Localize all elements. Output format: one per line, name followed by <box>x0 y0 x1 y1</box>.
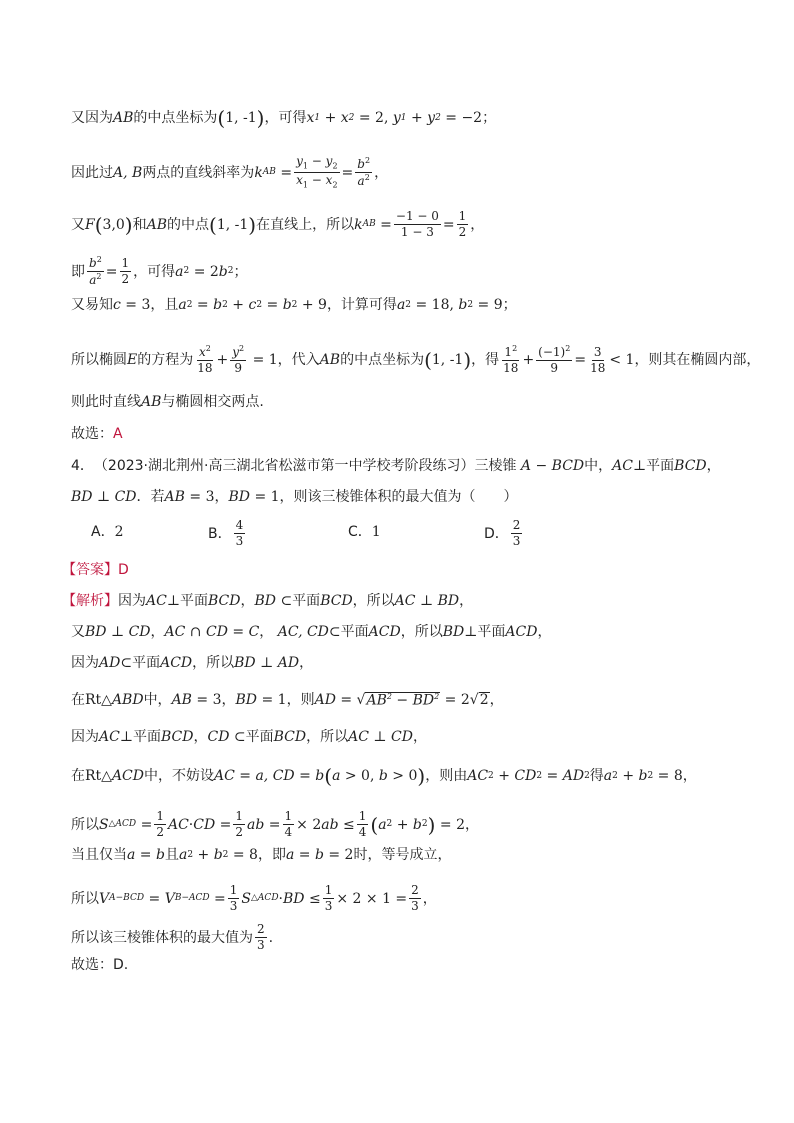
text: 平面 <box>292 593 321 609</box>
text: 平面 <box>180 593 208 609</box>
text: ， <box>459 593 474 609</box>
text: ， <box>706 458 721 474</box>
solution-step-7: 所以 S △ACD = $\frac{1}{2}$ AC · CD = $\frac{1}{2}$ ab = $\frac{1}{4}$ × 2 ab ≤ $\frac{1}{4}$ ( a 2 + b 2 ) = 2 ， <box>71 809 479 840</box>
text: ， <box>470 216 485 233</box>
text: 平面 <box>245 729 274 745</box>
option-value: 2 <box>114 524 124 540</box>
line-ellipse: 所以椭圆 E 的方程为 $\frac{x^2}{18}$ + $\frac{y^2}{9}$ = 1 ，代入 AB 的中点坐标为 ( 1, -1 ) ，得 $\frac{1^2}{18}$ + $\frac{(-1)^2}{9}$ = $\frac{3}{18}$ < 1 ，则其在椭圆内部， <box>71 344 761 376</box>
text: ， <box>299 655 314 671</box>
text: 两点的直线斜率为 <box>142 164 255 181</box>
solution-step-3: 因为 AD ⊂ 平面 ACD ，所以 BD ⊥ AD ， <box>71 655 314 671</box>
solution-step-9: 所以 V A−BCD = V B−ACD = $\frac{1}{3}$ S △ACD · BD ≤ $\frac{1}{3}$ × 2 × 1 = $\frac{2}{3}$ ， <box>71 883 437 914</box>
solution-step-1: 【解析】 因为 AC ⊥ 平面 BCD ， BD ⊂ 平面 BCD ，所以 AC ⊥ BD ， <box>62 593 474 609</box>
text: ，可得 <box>264 110 307 126</box>
text: 则此时直线 <box>71 394 141 410</box>
solution-step-4: 在 Rt△ ABD 中， AB = 3 ， BD = 1 ，则 AD = √ $AB^2 - BD^2$ = 2√ 2 ， <box>71 691 504 709</box>
solution-conclusion <box>71 958 128 972</box>
option-c <box>348 525 381 539</box>
options-row <box>91 518 551 553</box>
text: 所以 <box>71 890 99 907</box>
text: 所以椭圆 <box>71 352 127 369</box>
text: ， <box>214 489 229 505</box>
answer-tag: 【答案】 <box>62 562 118 578</box>
text: ，则该三棱锥体积的最大值为（ ） <box>279 489 518 505</box>
text: 因为 <box>71 729 99 745</box>
text: ，代入 <box>277 352 320 369</box>
text: 在直线上，所以 <box>256 216 355 233</box>
text: ，可得 <box>133 263 176 280</box>
text: 得 <box>589 768 604 784</box>
solution-tag: 【解析】 <box>62 593 118 609</box>
text: ， <box>412 729 427 745</box>
text: ，得 <box>471 352 500 369</box>
text: ．若 <box>136 489 165 505</box>
text: 因为 <box>118 593 146 609</box>
text: ，则 <box>286 691 315 708</box>
text: ， <box>374 164 389 181</box>
text: 的中点坐标为 <box>133 110 218 126</box>
option-label: D． <box>484 525 509 542</box>
solution-step-6: 在 Rt△ ACD 中，不妨设 AC = a, CD = b ( a > 0, b > 0 ) ，则由 AC 2 + CD 2 = AD 2 得 a 2 + b 2 = 8 ， <box>71 764 697 788</box>
option-a <box>91 525 124 539</box>
text: 因此过 <box>71 164 113 181</box>
text: 与椭圆相交两点. <box>161 394 264 410</box>
line-focus: 又 F ( 3,0 ) 和 AB 的中点 ( 1, -1 ) 在直线上，所以 k AB = $\frac{-1 - 0}{1 - 3}$ = $\frac{1}{2}$ ， <box>71 209 485 240</box>
text: 时，等号成立， <box>353 847 452 863</box>
text: ，计算可得 <box>326 297 397 313</box>
line-ratio: 即 $\frac{b^2}{a^2}$ = $\frac{1}{2}$ ，可得 a 2 = 2 b 2 ； <box>71 255 248 288</box>
text: ，所以 <box>400 624 443 640</box>
text: 平面 <box>132 655 161 671</box>
option-d: D． $\frac{2}{3}$ <box>484 518 521 549</box>
solution-step-8: 当且仅当 a = b 且 a 2 + b 2 = 8 ，即 a = b = 2 时，等号成立， <box>71 847 452 863</box>
question-4: 4． （2023·湖北荆州·高三湖北省松滋市第一中学校考阶段练习）三棱锥 A − BCD 中， AC ⊥ 平面 BCD ， <box>71 458 721 474</box>
text: 中， <box>143 691 172 708</box>
answer-letter: A <box>113 426 123 442</box>
text: 的中点坐标为 <box>340 352 425 369</box>
text: ， <box>464 816 479 833</box>
text: ， <box>537 624 552 640</box>
text: 平面 <box>340 624 369 640</box>
answer-value: D <box>118 562 129 578</box>
text: 所以 <box>71 816 99 833</box>
question-source: （2023·湖北荆州·高三湖北省松滋市第一中学校考阶段练习）三棱锥 <box>93 458 517 474</box>
text: ，所以 <box>306 729 349 745</box>
line-midpoint: 又因为 AB 的中点坐标为 ( 1, -1 ) ，可得 x 1 + x 2 = 2, y 1 + y 2 = −2 ； <box>71 106 497 130</box>
text: ； <box>502 297 517 313</box>
text: ， <box>259 624 274 640</box>
text: 当且仅当 <box>71 847 127 863</box>
text: 即 <box>71 263 85 280</box>
text: 和 <box>132 216 147 233</box>
question-number: 4． <box>71 458 94 474</box>
text: ； <box>482 110 497 126</box>
text: 平面 <box>133 729 161 745</box>
text: ， <box>221 691 236 708</box>
text: ， <box>489 691 504 708</box>
text: ， <box>193 729 208 745</box>
solution-step-2: 又 BD ⊥ CD ， AC ∩ CD = C ， AC, CD ⊂ 平面 ACD ，所以 BD ⊥ 平面 ACD ， <box>71 624 552 640</box>
line-choice-prev <box>71 427 123 441</box>
text: . <box>268 929 274 946</box>
solution-step-10: 所以该三棱锥体积的最大值为 $\frac{2}{3}$ . <box>71 922 274 953</box>
line-compute: 又易知 c = 3 ，且 a 2 = b 2 + c 2 = b 2 + 9 ，计算可得 a 2 = 18, b 2 = 9 ； <box>71 297 517 313</box>
option-b: B． $\frac{4}{3}$ <box>208 518 244 549</box>
option-label: A． <box>91 524 115 540</box>
text: 平面 <box>477 624 506 640</box>
text: ， <box>240 593 255 609</box>
option-label: B． <box>208 525 232 542</box>
text: 所以该三棱锥体积的最大值为 <box>71 929 253 946</box>
text: ， <box>422 890 437 907</box>
text: 故选：D. <box>71 957 129 973</box>
text: ， <box>682 768 697 784</box>
solution-step-5: 因为 AC ⊥ 平面 BCD ， CD ⊂ 平面 BCD ，所以 AC ⊥ CD ， <box>71 729 427 745</box>
text: 的方程为 <box>137 352 194 369</box>
text: ； <box>233 263 248 280</box>
text: ，则其在椭圆内部， <box>634 352 761 369</box>
text: ，则由 <box>425 768 468 784</box>
text: 且 <box>164 847 179 863</box>
option-label: C． <box>348 524 372 540</box>
option-value: 1 <box>371 524 381 540</box>
text: ，且 <box>150 297 179 313</box>
text: 因为 <box>71 655 99 671</box>
text: 又因为 <box>71 110 113 126</box>
text: 平面 <box>646 458 675 474</box>
text: 在 <box>71 691 85 708</box>
text: 中， <box>584 458 613 474</box>
line-intersect: 则此时直线 AB 与椭圆相交两点. <box>71 394 264 410</box>
text: 又 <box>71 624 85 640</box>
line-slope: 因此过 A, B 两点的直线斜率为 k AB = $\frac{y_1 - y_2}{x_1 - x_2}$ = $\frac{b^2}{a^2}$ ， <box>71 154 389 190</box>
text: 又 <box>71 216 85 233</box>
text: ，所以 <box>352 593 395 609</box>
text: ，所以 <box>192 655 235 671</box>
text: 中，不妨设 <box>143 768 214 784</box>
text: ，即 <box>257 847 286 863</box>
text: ， <box>150 624 165 640</box>
text: 故选： <box>71 426 113 442</box>
text: 的中点 <box>167 216 210 233</box>
text: 又易知 <box>71 297 113 313</box>
answer-line <box>62 563 129 577</box>
text: 在 <box>71 768 85 784</box>
question-4-cont: BD ⊥ CD ．若 AB = 3 ， BD = 1 ，则该三棱锥体积的最大值为（ ） <box>71 489 518 505</box>
